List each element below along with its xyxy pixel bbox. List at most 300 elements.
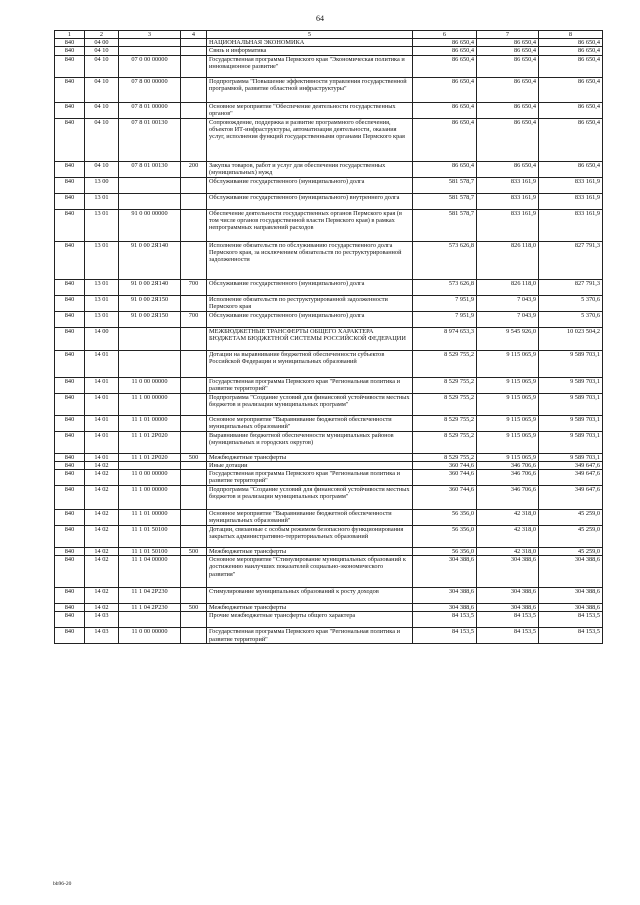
cell-amount-year3: 304 388,6 (539, 588, 603, 604)
cell-section-code: 04 10 (85, 47, 119, 55)
cell-target-code (119, 47, 181, 55)
cell-amount-year3: 827 791,3 (539, 279, 603, 295)
table-row (55, 327, 603, 350)
table-row (55, 39, 603, 47)
cell-admin-code: 840 (55, 604, 85, 612)
cell-admin-code: 840 (55, 55, 85, 77)
cell-amount-year1: 86 650,4 (413, 39, 477, 47)
cell-section-code: 14 01 (85, 415, 119, 431)
cell-section-code: 14 01 (85, 393, 119, 415)
cell-target-code (119, 193, 181, 209)
cell-description: Государственная программа Пермского края "Экономическая политика и инновационное развитие" (207, 55, 413, 77)
cell-target-code: 91 0 00 2Я150 (119, 311, 181, 327)
cell-target-code: 07 8 01 00130 (119, 118, 181, 161)
cell-admin-code: 840 (55, 415, 85, 431)
cell-target-code (119, 350, 181, 377)
cell-admin-code: 840 (55, 327, 85, 350)
col-header: 1 (55, 31, 85, 39)
table-row (55, 393, 603, 415)
cell-amount-year2: 42 318,0 (477, 548, 539, 556)
cell-amount-year2: 7 043,9 (477, 311, 539, 327)
table-row (55, 604, 603, 612)
cell-expense-type (181, 470, 207, 486)
cell-section-code: 04 10 (85, 77, 119, 102)
cell-expense-type: 700 (181, 279, 207, 295)
cell-amount-year1: 8 529 755,2 (413, 431, 477, 453)
table-row (55, 47, 603, 55)
cell-expense-type (181, 393, 207, 415)
cell-admin-code: 840 (55, 311, 85, 327)
cell-target-code: 07 8 01 00000 (119, 102, 181, 118)
cell-target-code (119, 461, 181, 469)
cell-amount-year1: 581 578,7 (413, 209, 477, 241)
cell-amount-year2: 42 318,0 (477, 526, 539, 548)
cell-description: Дотации на выравнивание бюджетной обеспеченности субъектов Российской Федерации и муниципальных образований (207, 350, 413, 377)
page-number: 64 (316, 14, 324, 23)
cell-admin-code: 840 (55, 102, 85, 118)
cell-description: Закупка товаров, работ и услуг для обеспечения государственных (муниципальных) нужд (207, 161, 413, 177)
cell-amount-year2: 86 650,4 (477, 118, 539, 161)
cell-section-code: 14 03 (85, 612, 119, 628)
cell-amount-year2: 9 115 065,9 (477, 393, 539, 415)
cell-amount-year2: 9 545 926,0 (477, 327, 539, 350)
cell-amount-year3: 304 388,6 (539, 556, 603, 588)
cell-section-code: 14 01 (85, 453, 119, 461)
cell-description: Обслуживание государственного (муниципального) долга (207, 311, 413, 327)
cell-amount-year2: 86 650,4 (477, 102, 539, 118)
col-header: 7 (477, 31, 539, 39)
cell-section-code: 04 10 (85, 118, 119, 161)
cell-description: Государственная программа Пермского края "Региональная политика и развитие территорий" (207, 470, 413, 486)
cell-description: Межбюджетные трансферты (207, 604, 413, 612)
cell-admin-code: 840 (55, 193, 85, 209)
cell-expense-type (181, 612, 207, 628)
cell-admin-code: 840 (55, 241, 85, 279)
cell-expense-type (181, 461, 207, 469)
table-row (55, 55, 603, 77)
footer-code: bb96-20 (53, 881, 72, 887)
cell-description: Подпрограмма "Создание условий для финансовой устойчивости местных бюджетов и реализации муниципальных программ" (207, 393, 413, 415)
cell-amount-year3: 9 589 703,1 (539, 377, 603, 393)
cell-target-code: 11 1 01 2Р020 (119, 431, 181, 453)
cell-amount-year3: 304 388,6 (539, 604, 603, 612)
cell-description: Межбюджетные трансферты (207, 548, 413, 556)
cell-section-code: 13 01 (85, 295, 119, 311)
cell-amount-year3: 86 650,4 (539, 161, 603, 177)
cell-target-code: 11 1 04 2Р230 (119, 588, 181, 604)
table-row (55, 453, 603, 461)
col-header: 5 (207, 31, 413, 39)
cell-amount-year3: 833 161,9 (539, 177, 603, 193)
cell-target-code (119, 177, 181, 193)
cell-amount-year1: 84 153,5 (413, 628, 477, 644)
table-row (55, 377, 603, 393)
cell-target-code: 11 1 04 2Р230 (119, 604, 181, 612)
cell-target-code: 11 1 01 50100 (119, 548, 181, 556)
table-row (55, 350, 603, 377)
cell-description: Иные дотации (207, 461, 413, 469)
cell-amount-year2: 826 118,0 (477, 241, 539, 279)
cell-expense-type (181, 415, 207, 431)
cell-description: Межбюджетные трансферты (207, 453, 413, 461)
cell-section-code: 13 01 (85, 193, 119, 209)
cell-expense-type (181, 241, 207, 279)
cell-amount-year3: 10 023 504,2 (539, 327, 603, 350)
cell-target-code (119, 39, 181, 47)
cell-admin-code: 840 (55, 39, 85, 47)
cell-description: Обслуживание государственного (муниципального) долга (207, 177, 413, 193)
cell-admin-code: 840 (55, 548, 85, 556)
cell-description: МЕЖБЮДЖЕТНЫЕ ТРАНСФЕРТЫ ОБЩЕГО ХАРАКТЕРА БЮДЖЕТАМ БЮДЖЕТНОЙ СИСТЕМЫ РОССИЙСКОЙ ФЕДЕРАЦИИ (207, 327, 413, 350)
col-header: 4 (181, 31, 207, 39)
cell-description: Основное мероприятие "Выравнивание бюджетной обеспеченности муниципальных образований" (207, 415, 413, 431)
cell-amount-year2: 84 153,5 (477, 612, 539, 628)
cell-amount-year3: 9 589 703,1 (539, 393, 603, 415)
cell-description: Сопровождение, поддержка и развитие программного обеспечения, объектов ИТ-инфраструктуры, автоматизация деятельности, оказания услуг, исполнения функций государственными органами Пермского края (207, 118, 413, 161)
cell-amount-year3: 45 259,0 (539, 526, 603, 548)
cell-target-code: 11 1 01 00000 (119, 510, 181, 526)
cell-admin-code: 840 (55, 177, 85, 193)
table-row (55, 209, 603, 241)
cell-admin-code: 840 (55, 118, 85, 161)
cell-amount-year2: 833 161,9 (477, 209, 539, 241)
col-header: 8 (539, 31, 603, 39)
cell-expense-type (181, 486, 207, 510)
cell-amount-year2: 9 115 065,9 (477, 350, 539, 377)
cell-description: Подпрограмма "Повышение эффективности управления государственной программой, развитие областной инфраструктуры" (207, 77, 413, 102)
cell-expense-type (181, 431, 207, 453)
cell-amount-year1: 304 388,6 (413, 588, 477, 604)
cell-expense-type (181, 102, 207, 118)
cell-amount-year2: 833 161,9 (477, 193, 539, 209)
cell-amount-year2: 7 043,9 (477, 295, 539, 311)
cell-amount-year3: 84 153,5 (539, 612, 603, 628)
cell-amount-year3: 5 370,6 (539, 311, 603, 327)
cell-amount-year3: 9 589 703,1 (539, 415, 603, 431)
table-row (55, 526, 603, 548)
cell-target-code: 91 0 00 2Я140 (119, 279, 181, 295)
cell-amount-year3: 9 589 703,1 (539, 453, 603, 461)
table-row (55, 612, 603, 628)
cell-amount-year3: 349 647,6 (539, 486, 603, 510)
cell-section-code: 14 00 (85, 327, 119, 350)
table-row (55, 628, 603, 644)
cell-target-code: 07 8 00 00000 (119, 77, 181, 102)
cell-section-code: 14 03 (85, 628, 119, 644)
cell-amount-year3: 45 259,0 (539, 510, 603, 526)
cell-section-code: 13 01 (85, 209, 119, 241)
cell-target-code: 07 0 00 00000 (119, 55, 181, 77)
cell-description: Исполнение обязательств по обслуживанию государственного долга Пермского края, за исключением обязательств по реструктурированной задолженности (207, 241, 413, 279)
cell-expense-type (181, 510, 207, 526)
table-row (55, 193, 603, 209)
cell-admin-code: 840 (55, 526, 85, 548)
cell-amount-year2: 9 115 065,9 (477, 453, 539, 461)
cell-expense-type (181, 628, 207, 644)
cell-amount-year1: 8 529 755,2 (413, 393, 477, 415)
cell-expense-type (181, 377, 207, 393)
cell-amount-year3: 84 153,5 (539, 628, 603, 644)
cell-description: НАЦИОНАЛЬНАЯ ЭКОНОМИКА (207, 39, 413, 47)
cell-admin-code: 840 (55, 461, 85, 469)
table-row (55, 77, 603, 102)
cell-amount-year2: 346 706,6 (477, 461, 539, 469)
cell-section-code: 04 10 (85, 161, 119, 177)
cell-section-code: 14 02 (85, 461, 119, 469)
cell-target-code: 11 1 01 50100 (119, 526, 181, 548)
cell-section-code: 13 01 (85, 279, 119, 295)
cell-amount-year1: 7 951,9 (413, 295, 477, 311)
cell-amount-year1: 304 388,6 (413, 604, 477, 612)
cell-amount-year3: 5 370,6 (539, 295, 603, 311)
cell-amount-year2: 346 706,6 (477, 486, 539, 510)
cell-expense-type (181, 327, 207, 350)
cell-amount-year2: 833 161,9 (477, 177, 539, 193)
cell-admin-code: 840 (55, 628, 85, 644)
cell-description: Основное мероприятие "Обеспечение деятельности государственных органов" (207, 102, 413, 118)
cell-amount-year2: 9 115 065,9 (477, 377, 539, 393)
cell-expense-type (181, 350, 207, 377)
table-row (55, 461, 603, 469)
cell-description: Связь и информатика (207, 47, 413, 55)
cell-description: Выравнивание бюджетной обеспеченности муниципальных районов (муниципальных и городских округов) (207, 431, 413, 453)
col-header: 3 (119, 31, 181, 39)
cell-target-code: 11 0 00 00000 (119, 628, 181, 644)
cell-amount-year1: 360 744,6 (413, 461, 477, 469)
cell-amount-year3: 86 650,4 (539, 102, 603, 118)
cell-amount-year2: 346 706,6 (477, 470, 539, 486)
cell-amount-year3: 827 791,3 (539, 241, 603, 279)
cell-amount-year2: 9 115 065,9 (477, 431, 539, 453)
cell-admin-code: 840 (55, 470, 85, 486)
cell-admin-code: 840 (55, 47, 85, 55)
cell-amount-year3: 86 650,4 (539, 118, 603, 161)
cell-expense-type (181, 209, 207, 241)
table-row (55, 161, 603, 177)
cell-amount-year1: 8 529 755,2 (413, 453, 477, 461)
cell-amount-year1: 86 650,4 (413, 77, 477, 102)
cell-amount-year3: 9 589 703,1 (539, 431, 603, 453)
cell-amount-year3: 86 650,4 (539, 47, 603, 55)
table-row (55, 118, 603, 161)
cell-expense-type (181, 556, 207, 588)
table-row (55, 311, 603, 327)
table-row (55, 588, 603, 604)
cell-amount-year3: 86 650,4 (539, 77, 603, 102)
cell-section-code: 14 01 (85, 377, 119, 393)
cell-expense-type: 200 (181, 161, 207, 177)
cell-target-code: 11 0 00 00000 (119, 377, 181, 393)
cell-amount-year2: 304 388,6 (477, 588, 539, 604)
cell-admin-code: 840 (55, 556, 85, 588)
cell-description: Государственная программа Пермского края "Региональная политика и развитие территорий" (207, 628, 413, 644)
cell-amount-year1: 86 650,4 (413, 161, 477, 177)
cell-expense-type (181, 39, 207, 47)
cell-section-code: 14 02 (85, 604, 119, 612)
cell-amount-year1: 304 388,6 (413, 556, 477, 588)
cell-section-code: 04 10 (85, 55, 119, 77)
cell-amount-year1: 86 650,4 (413, 118, 477, 161)
cell-target-code: 11 1 01 00000 (119, 415, 181, 431)
cell-amount-year3: 86 650,4 (539, 55, 603, 77)
cell-admin-code: 840 (55, 588, 85, 604)
cell-description: Обслуживание государственного (муниципального) долга (207, 279, 413, 295)
cell-description: Подпрограмма "Создание условий для финансовой устойчивости местных бюджетов и реализации муниципальных программ" (207, 486, 413, 510)
cell-amount-year3: 349 647,6 (539, 470, 603, 486)
cell-amount-year1: 86 650,4 (413, 47, 477, 55)
cell-expense-type (181, 77, 207, 102)
cell-expense-type: 500 (181, 453, 207, 461)
cell-description: Дотации, связанные с особым режимом безопасного функционирования закрытых административно-территориальных образований (207, 526, 413, 548)
cell-admin-code: 840 (55, 453, 85, 461)
cell-amount-year2: 826 118,0 (477, 279, 539, 295)
cell-description: Основное мероприятие "Выравнивание бюджетной обеспеченности муниципальных образований" (207, 510, 413, 526)
cell-amount-year1: 581 578,7 (413, 193, 477, 209)
cell-target-code: 11 0 00 00000 (119, 470, 181, 486)
cell-target-code: 07 8 01 00130 (119, 161, 181, 177)
cell-expense-type (181, 193, 207, 209)
cell-expense-type (181, 55, 207, 77)
cell-admin-code: 840 (55, 295, 85, 311)
cell-section-code: 14 01 (85, 431, 119, 453)
cell-target-code: 11 1 00 00000 (119, 486, 181, 510)
cell-amount-year3: 45 259,0 (539, 548, 603, 556)
cell-expense-type (181, 177, 207, 193)
table-row (55, 102, 603, 118)
cell-description: Основное мероприятие "Стимулирование муниципальных образований к достижению наилучших показателей социально-экономического развития" (207, 556, 413, 588)
cell-admin-code: 840 (55, 431, 85, 453)
cell-section-code: 04 00 (85, 39, 119, 47)
cell-description: Обеспечение деятельности государственных органов Пермского края (в том числе органов государственной власти Пермского края) в рамках непрограммных направлений расходов (207, 209, 413, 241)
cell-amount-year3: 833 161,9 (539, 209, 603, 241)
budget-table (54, 30, 603, 644)
cell-target-code (119, 327, 181, 350)
cell-section-code: 04 10 (85, 102, 119, 118)
cell-expense-type (181, 295, 207, 311)
cell-section-code: 14 02 (85, 526, 119, 548)
cell-amount-year2: 86 650,4 (477, 39, 539, 47)
cell-admin-code: 840 (55, 161, 85, 177)
cell-description: Стимулирование муниципальных образований к росту доходов (207, 588, 413, 604)
cell-amount-year1: 84 153,5 (413, 612, 477, 628)
cell-expense-type: 500 (181, 548, 207, 556)
cell-amount-year1: 86 650,4 (413, 55, 477, 77)
table-row (55, 486, 603, 510)
cell-amount-year1: 8 529 755,2 (413, 415, 477, 431)
cell-description: Исполнение обязательств по реструктурированной задолженности Пермского края (207, 295, 413, 311)
cell-section-code: 13 01 (85, 311, 119, 327)
cell-amount-year3: 86 650,4 (539, 39, 603, 47)
table-row (55, 556, 603, 588)
cell-amount-year2: 86 650,4 (477, 47, 539, 55)
cell-section-code: 13 00 (85, 177, 119, 193)
col-header: 6 (413, 31, 477, 39)
cell-target-code: 11 1 04 00000 (119, 556, 181, 588)
cell-amount-year2: 9 115 065,9 (477, 415, 539, 431)
cell-target-code (119, 612, 181, 628)
cell-amount-year1: 573 626,8 (413, 279, 477, 295)
cell-description: Государственная программа Пермского края "Региональная политика и развитие территорий" (207, 377, 413, 393)
cell-target-code: 91 0 00 00000 (119, 209, 181, 241)
cell-amount-year1: 56 356,0 (413, 548, 477, 556)
cell-amount-year1: 8 974 653,3 (413, 327, 477, 350)
cell-admin-code: 840 (55, 209, 85, 241)
cell-expense-type: 500 (181, 604, 207, 612)
cell-expense-type (181, 118, 207, 161)
cell-target-code: 91 0 00 2Я140 (119, 241, 181, 279)
cell-target-code: 11 1 01 2Р020 (119, 453, 181, 461)
cell-amount-year3: 349 647,6 (539, 461, 603, 469)
cell-target-code: 11 1 00 00000 (119, 393, 181, 415)
cell-amount-year2: 304 388,6 (477, 556, 539, 588)
table-row (55, 241, 603, 279)
cell-amount-year1: 581 578,7 (413, 177, 477, 193)
table-row (55, 415, 603, 431)
cell-expense-type (181, 526, 207, 548)
cell-section-code: 14 02 (85, 588, 119, 604)
cell-section-code: 14 02 (85, 556, 119, 588)
cell-admin-code: 840 (55, 612, 85, 628)
table-row (55, 431, 603, 453)
cell-section-code: 13 01 (85, 241, 119, 279)
cell-description: Прочие межбюджетные трансферты общего характера (207, 612, 413, 628)
table-row (55, 295, 603, 311)
cell-admin-code: 840 (55, 279, 85, 295)
cell-description: Обслуживание государственного (муниципального) внутреннего долга (207, 193, 413, 209)
cell-expense-type: 700 (181, 311, 207, 327)
cell-section-code: 14 02 (85, 548, 119, 556)
cell-amount-year3: 833 161,9 (539, 193, 603, 209)
cell-admin-code: 840 (55, 510, 85, 526)
cell-admin-code: 840 (55, 393, 85, 415)
cell-admin-code: 840 (55, 486, 85, 510)
table-row (55, 177, 603, 193)
table-row (55, 470, 603, 486)
cell-expense-type (181, 588, 207, 604)
table-row (55, 548, 603, 556)
table-row (55, 510, 603, 526)
cell-amount-year1: 360 744,6 (413, 486, 477, 510)
header-row (55, 31, 603, 39)
cell-amount-year1: 8 529 755,2 (413, 350, 477, 377)
cell-amount-year2: 84 153,5 (477, 628, 539, 644)
cell-target-code: 91 0 00 2Я150 (119, 295, 181, 311)
cell-amount-year1: 573 626,8 (413, 241, 477, 279)
cell-amount-year3: 9 589 703,1 (539, 350, 603, 377)
cell-amount-year1: 7 951,9 (413, 311, 477, 327)
cell-section-code: 14 02 (85, 486, 119, 510)
cell-section-code: 14 01 (85, 350, 119, 377)
cell-amount-year1: 360 744,6 (413, 470, 477, 486)
cell-amount-year1: 56 356,0 (413, 510, 477, 526)
cell-amount-year1: 56 356,0 (413, 526, 477, 548)
table-row (55, 279, 603, 295)
col-header: 2 (85, 31, 119, 39)
cell-section-code: 14 02 (85, 470, 119, 486)
cell-amount-year1: 8 529 755,2 (413, 377, 477, 393)
cell-expense-type (181, 47, 207, 55)
cell-amount-year2: 86 650,4 (477, 55, 539, 77)
cell-admin-code: 840 (55, 77, 85, 102)
cell-section-code: 14 02 (85, 510, 119, 526)
cell-amount-year2: 42 318,0 (477, 510, 539, 526)
table-body (55, 39, 603, 644)
cell-amount-year1: 86 650,4 (413, 102, 477, 118)
cell-amount-year2: 86 650,4 (477, 161, 539, 177)
cell-amount-year2: 86 650,4 (477, 77, 539, 102)
cell-admin-code: 840 (55, 350, 85, 377)
cell-admin-code: 840 (55, 377, 85, 393)
